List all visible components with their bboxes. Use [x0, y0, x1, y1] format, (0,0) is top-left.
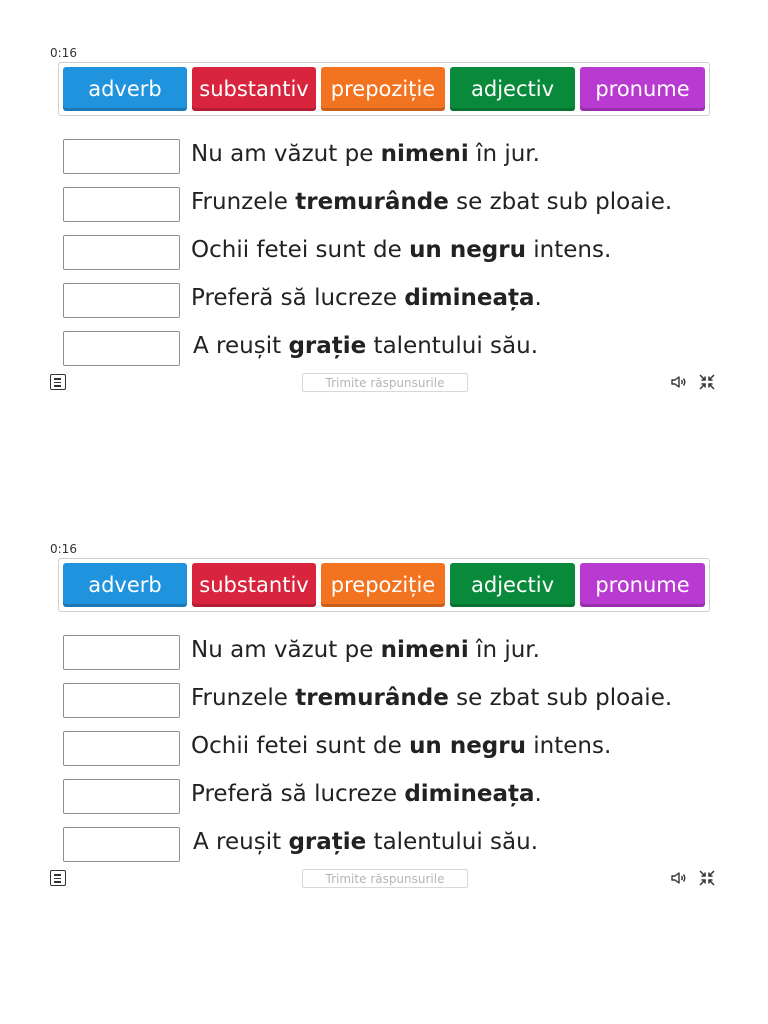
speaker-icon[interactable] — [670, 869, 688, 887]
sentence-text: Preferă să lucreze dimineața. — [191, 285, 542, 311]
sentence-text: Nu am văzut pe nimeni în jur. — [191, 141, 540, 167]
tile-adverb[interactable]: adverb — [63, 67, 187, 111]
sentence-text: A reușit grație talentului său. — [193, 829, 539, 855]
sentence-text: Ochii fetei sunt de un negru intens. — [191, 237, 612, 263]
sentence-text: Nu am văzut pe nimeni în jur. — [191, 637, 540, 663]
drop-zone[interactable] — [63, 731, 180, 766]
target-word: tremurânde — [295, 685, 449, 711]
sentence-text: Frunzele tremurânde se zbat sub ploaie. — [191, 189, 673, 215]
sentence-text: Preferă să lucreze dimineața. — [191, 781, 542, 807]
tile-substantiv[interactable]: substantiv — [192, 563, 316, 607]
tile-substantiv[interactable]: substantiv — [192, 67, 316, 111]
target-word: un negru — [409, 237, 526, 263]
list-menu-icon[interactable] — [50, 870, 66, 886]
drop-zone[interactable] — [63, 635, 180, 670]
drop-zone[interactable] — [63, 235, 180, 270]
sentence-text: Ochii fetei sunt de un negru intens. — [191, 733, 612, 759]
submit-answers-button[interactable]: Trimite răspunsurile — [302, 373, 468, 392]
submit-answers-button[interactable]: Trimite răspunsurile — [302, 869, 468, 888]
tile-pronume[interactable]: pronume — [580, 67, 705, 111]
tile-adjectiv[interactable]: adjectiv — [450, 563, 575, 607]
quiz-panel — [46, 46, 722, 406]
sentence-text: A reușit grație talentului său. — [193, 333, 539, 359]
quiz-footer — [46, 866, 722, 890]
answer-tile-bar — [58, 558, 710, 612]
target-word: grație — [288, 333, 367, 359]
drop-zone[interactable] — [63, 331, 180, 366]
exit-fullscreen-icon[interactable] — [698, 373, 716, 391]
drop-zone[interactable] — [63, 187, 180, 222]
list-menu-icon[interactable] — [50, 374, 66, 390]
target-word: nimeni — [380, 141, 469, 167]
quiz-panel — [46, 542, 722, 902]
tile-adjectiv[interactable]: adjectiv — [450, 67, 575, 111]
answer-tile-bar — [58, 62, 710, 116]
exit-fullscreen-icon[interactable] — [698, 869, 716, 887]
speaker-icon[interactable] — [670, 373, 688, 391]
sentence-text: Frunzele tremurânde se zbat sub ploaie. — [191, 685, 673, 711]
target-word: dimineața — [404, 285, 535, 311]
drop-zone[interactable] — [63, 827, 180, 862]
tile-prepozitie[interactable]: prepoziție — [321, 563, 445, 607]
tile-prepozitie[interactable]: prepoziție — [321, 67, 445, 111]
target-word: grație — [288, 829, 367, 855]
tile-adverb[interactable]: adverb — [63, 563, 187, 607]
drop-zone[interactable] — [63, 683, 180, 718]
timer: 0:16 — [50, 46, 77, 60]
target-word: tremurânde — [295, 189, 449, 215]
quiz-footer — [46, 370, 722, 394]
drop-zone[interactable] — [63, 283, 180, 318]
target-word: un negru — [409, 733, 526, 759]
target-word: dimineața — [404, 781, 535, 807]
drop-zone[interactable] — [63, 139, 180, 174]
timer: 0:16 — [50, 542, 77, 556]
tile-pronume[interactable]: pronume — [580, 563, 705, 607]
target-word: nimeni — [380, 637, 469, 663]
drop-zone[interactable] — [63, 779, 180, 814]
